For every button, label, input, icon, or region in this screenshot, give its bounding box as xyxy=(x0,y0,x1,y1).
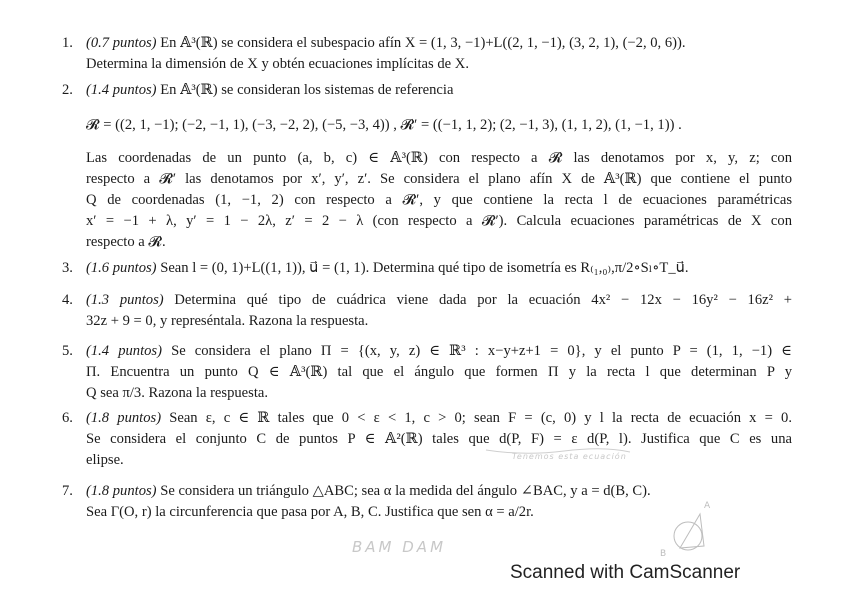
problem-3 xyxy=(62,258,792,279)
problem-text-line: 32z + 9 = 0, y represéntala. Razona la respuesta. xyxy=(86,313,369,329)
problem-points: (1.8 puntos) xyxy=(86,483,157,499)
problem-text-line: En 𝔸³(ℝ) se consideran los sistemas de referencia xyxy=(160,82,454,98)
pencil-scribble: BAM DAM xyxy=(352,538,447,556)
problem-number: 5. xyxy=(62,343,73,359)
problem-text-line: respecto a 𝓡. xyxy=(86,234,166,250)
problem-text-line: Las coordenadas de un punto (a, b, c) ∈ 𝔸³(ℝ) con respecto a 𝓡 las denotamos por x, y, z; con xyxy=(86,150,792,166)
problem-6 xyxy=(62,408,792,471)
problem-text-line: Q de coordenadas (1, −1, 2) con respecto a 𝓡′, y que contiene la recta l de ecuaciones paramétricas xyxy=(86,192,792,208)
problem-text-line: Π. Encuentra un punto Q ∈ 𝔸³(ℝ) tal que el ángulo que formen Π y la recta l que determinan P y xyxy=(86,364,792,380)
problem-text-line: Se considera el plano Π = {(x, y, z) ∈ ℝ³ : x−y+z+1 = 0}, y el punto P = (1, 1, −1) ∈ xyxy=(171,343,792,359)
problem-text-line: elipse. xyxy=(86,452,124,468)
problem-2 xyxy=(62,80,792,101)
problem-points: (1.4 puntos) xyxy=(86,343,162,359)
problem-number: 1. xyxy=(62,35,73,51)
problem-2-paragraph xyxy=(62,148,792,253)
problem-points: (0.7 puntos) xyxy=(86,35,157,51)
problem-1 xyxy=(62,33,792,75)
problem-points: (1.4 puntos) xyxy=(86,82,157,98)
problem-text-line: Se considera el conjunto C de puntos P ∈ 𝔸²(ℝ) tales que d(P, F) = ε d(P, l). Justifica que C es una xyxy=(86,431,792,447)
sketch-label-a: A xyxy=(704,501,711,511)
problem-number: 6. xyxy=(62,410,73,426)
problem-text-line: Sea Γ(O, r) la circunferencia que pasa por A, B, C. Justifica que sen α = a/2r. xyxy=(86,504,534,520)
problem-text-line: Sean ε, c ∈ ℝ tales que 0 < ε < 1, c > 0; sean F = (c, 0) y l la recta de ecuación x = 0. xyxy=(169,410,792,426)
sketch-label-b: B xyxy=(660,549,667,559)
problem-points: (1.6 puntos) xyxy=(86,260,157,276)
problem-number: 3. xyxy=(62,260,73,276)
problem-number: 7. xyxy=(62,483,73,499)
reference-systems-display: 𝓡 = ((2, 1, −1); (−2, −1, 1), (−3, −2, 2), (−5, −3, 4)) , 𝓡′ = ((−1, 1, 2); (2, −1, 3), (1, 1, 2), (1, −1, 1)) . xyxy=(86,117,682,133)
problem-number: 4. xyxy=(62,292,73,308)
problem-text-line: Determina la dimensión de X y obtén ecuaciones implícitas de X. xyxy=(86,56,469,72)
problem-text-line: x′ = −1 + λ, y′ = 1 − 2λ, z′ = 2 − λ (con respecto a 𝓡′). Calcula ecuaciones paramétricas de X con xyxy=(86,213,792,229)
problem-5 xyxy=(62,341,792,404)
problem-text-line: Sean l = (0, 1)+L((1, 1)), u⃗ = (1, 1). Determina qué tipo de isometría es R₍₁,₀₎,π/2∘Sₗ∘T_u⃗. xyxy=(160,260,689,276)
problem-points: (1.8 puntos) xyxy=(86,410,162,426)
problem-points: (1.3 puntos) xyxy=(86,292,164,308)
problem-number: 2. xyxy=(62,82,73,98)
problem-4 xyxy=(62,290,792,332)
camscanner-watermark: Scanned with CamScanner xyxy=(510,562,741,583)
problem-text-line: En 𝔸³(ℝ) se considera el subespacio afín X = (1, 3, −1)+L((2, 1, −1), (3, 2, 1), (−2, 0, 6)). xyxy=(160,35,686,51)
pencil-note: Tenemos esta ecuación xyxy=(512,452,627,461)
triangle-sketch xyxy=(640,496,720,566)
problem-text-line: Q sea π/3. Razona la respuesta. xyxy=(86,385,269,401)
problem-text-line: Se considera un triángulo △ABC; sea α la medida del ángulo ∠BAC, y a = d(B, C). xyxy=(160,483,651,499)
problem-text-line: respecto a 𝓡′ las denotamos por x′, y′, z′. Se considera el plano afín X de 𝔸³(ℝ) que contiene el punto xyxy=(86,171,792,187)
problem-text-line: Determina qué tipo de cuádrica viene dada por la ecuación 4x² − 12x − 16y² − 16z² + xyxy=(174,292,792,308)
